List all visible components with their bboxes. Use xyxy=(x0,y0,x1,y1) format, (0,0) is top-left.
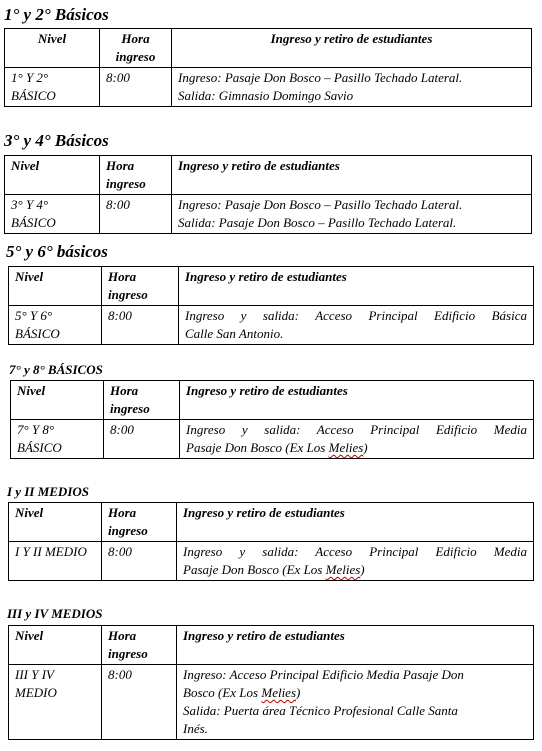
section-title: I y II MEDIOS xyxy=(7,484,89,499)
header-ingreso: Ingreso y retiro de estudiantes xyxy=(172,156,532,195)
header-hora: Hora ingreso xyxy=(100,156,172,195)
header-ingreso: Ingreso y retiro de estudiantes xyxy=(177,503,534,542)
hora-cell: 8:00 xyxy=(100,68,172,107)
schedule-table xyxy=(4,28,532,107)
schedule-table xyxy=(8,266,534,345)
header-ingreso: Ingreso y retiro de estudiantes xyxy=(172,29,532,68)
ingreso-cell: Ingreso y salida: Acceso Principal Edificio Básica Calle San Antonio. xyxy=(179,306,534,345)
header-hora: Hora ingreso xyxy=(104,381,180,420)
table-header-row xyxy=(5,29,532,68)
schedule-table xyxy=(8,502,534,581)
header-nivel: Nivel xyxy=(9,503,102,542)
header-ingreso: Ingreso y retiro de estudiantes xyxy=(177,626,534,665)
table-header-row xyxy=(9,503,534,542)
ingreso-cell: Ingreso: Pasaje Don Bosco – Pasillo Techado Lateral. Salida: Pasaje Don Bosco – Pasillo Techado Lateral. xyxy=(172,195,532,234)
nivel-cell: 1° Y 2° BÁSICO xyxy=(5,68,100,107)
header-nivel: Nivel xyxy=(11,381,104,420)
header-hora: Hora ingreso xyxy=(100,29,172,68)
header-ingreso: Ingreso y retiro de estudiantes xyxy=(180,381,534,420)
ingreso-cell: Ingreso: Pasaje Don Bosco – Pasillo Techado Lateral. Salida: Gimnasio Domingo Savio xyxy=(172,68,532,107)
header-hora: Hora ingreso xyxy=(102,503,177,542)
nivel-cell: I Y II MEDIO xyxy=(9,542,102,581)
hora-cell: 8:00 xyxy=(102,306,179,345)
table-header-row xyxy=(5,156,532,195)
section-title: 1° y 2° Básicos xyxy=(4,5,109,24)
section-title: III y IV MEDIOS xyxy=(7,606,103,621)
header-hora: Hora ingreso xyxy=(102,267,179,306)
section-title: 5° y 6° básicos xyxy=(6,242,108,261)
table-header-row xyxy=(9,626,534,665)
nivel-cell: III Y IV MEDIO xyxy=(9,665,102,740)
nivel-cell: 3° Y 4° BÁSICO xyxy=(5,195,100,234)
hora-cell: 8:00 xyxy=(102,542,177,581)
header-nivel: Nivel xyxy=(5,29,100,68)
table-header-row xyxy=(11,381,534,420)
section-title: 3° y 4° Básicos xyxy=(4,131,109,150)
ingreso-cell: Ingreso y salida: Acceso Principal Edificio Media Pasaje Don Bosco (Ex Los Melies) xyxy=(180,420,534,459)
ingreso-cell: Ingreso y salida: Acceso Principal Edificio Media Pasaje Don Bosco (Ex Los Melies) xyxy=(177,542,534,581)
hora-cell: 8:00 xyxy=(100,195,172,234)
schedule-table xyxy=(8,625,534,740)
header-nivel: Nivel xyxy=(5,156,100,195)
header-nivel: Nivel xyxy=(9,267,102,306)
header-nivel: Nivel xyxy=(9,626,102,665)
nivel-cell: 7° Y 8° BÁSICO xyxy=(11,420,104,459)
section-title: 7° y 8° BÁSICOS xyxy=(9,362,103,377)
table-row xyxy=(5,68,532,107)
table-row xyxy=(9,306,534,345)
table-row xyxy=(11,420,534,459)
schedule-table xyxy=(4,155,532,234)
table-header-row xyxy=(9,267,534,306)
table-row xyxy=(9,665,534,740)
hora-cell: 8:00 xyxy=(102,665,177,740)
header-ingreso: Ingreso y retiro de estudiantes xyxy=(179,267,534,306)
table-row xyxy=(5,195,532,234)
ingreso-cell: Ingreso: Acceso Principal Edificio Media Pasaje Don Bosco (Ex Los Melies) Salida: Puerta área Técnico Profesional Calle Santa Inés. xyxy=(177,665,534,740)
table-row xyxy=(9,542,534,581)
header-hora: Hora ingreso xyxy=(102,626,177,665)
hora-cell: 8:00 xyxy=(104,420,180,459)
schedule-table xyxy=(10,380,534,459)
nivel-cell: 5° Y 6° BÁSICO xyxy=(9,306,102,345)
